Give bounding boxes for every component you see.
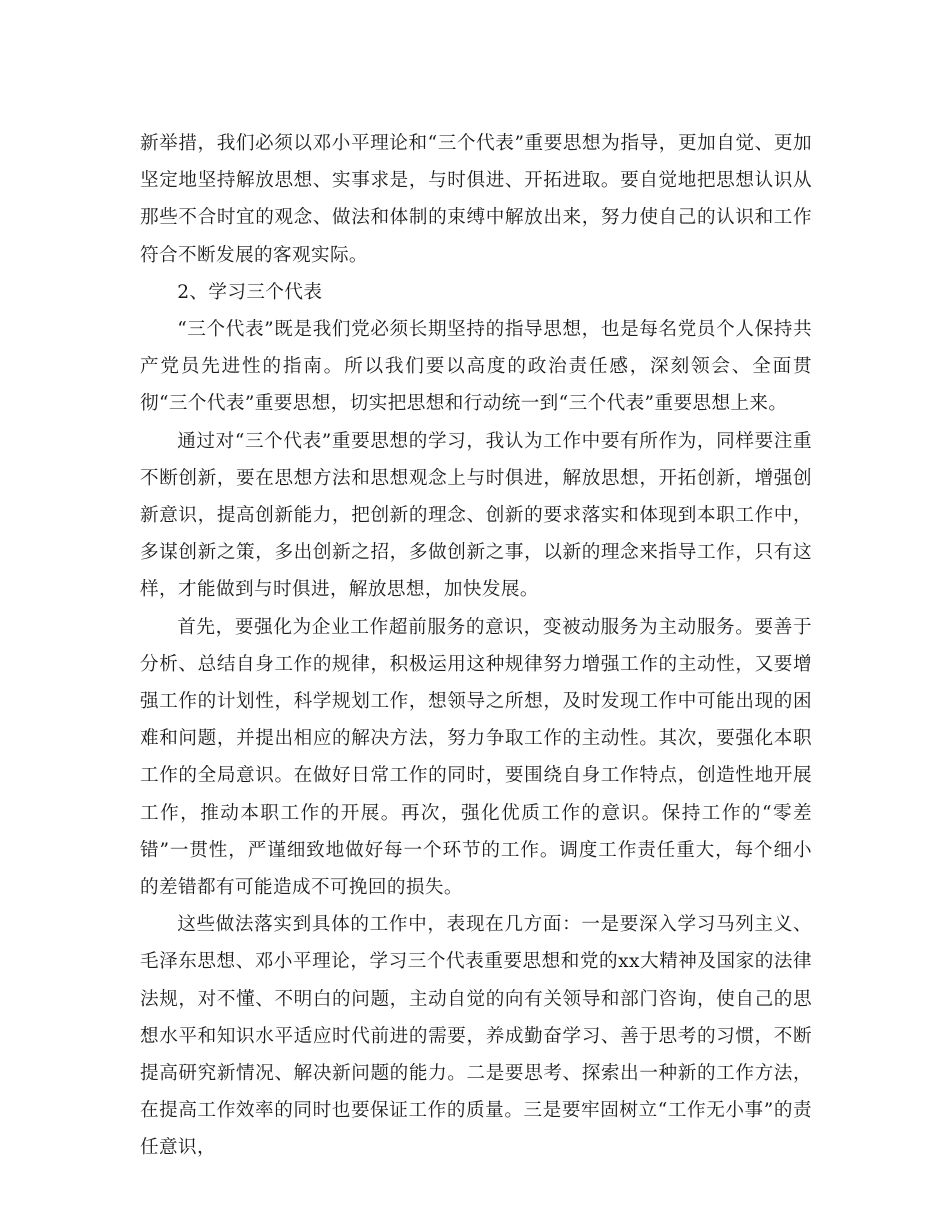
paragraph-2: “三个代表”既是我们党必须长期坚持的指导思想，也是每名党员个人保持共产党员先进性的指南。所以我们要以高度的政治责任感，深刻领会、全面贯彻“三个代表”重要思想，切实把思想和行动统一到“三个代表”重要思想上来。	[140, 319, 812, 415]
document-body	[140, 125, 812, 1167]
paragraph-4: 首先，要强化为企业工作超前服务的意识，变被动服务为主动服务。要善于分析、总结自身工作的规律，积极运用这种规律努力增强工作的主动性，又要增强工作的计划性，科学规划工作，想领导之所想，及时发现工作中可能出现的困难和问题，并提出相应的解决方法，努力争取工作的主动性。其次，要强化本职工作的全局意识。在做好日常工作的同时，要围绕自身工作特点，创造性地开展工作，推动本职工作的开展。再次，强化优质工作的意识。保持工作的“零差错”一贯性，严谨细致地做好每一个环节的工作。调度工作责任重大，每个细小的差错都有可能造成不可挽回的损失。	[140, 616, 812, 899]
paragraph-5: 这些做法落实到具体的工作中，表现在几方面：一是要深入学习马列主义、毛泽东思想、邓小平理论，学习三个代表重要思想和党的xx大精神及国家的法律法规，对不懂、不明白的问题，主动自觉的向有关领导和部门咨询，使自己的思想水平和知识水平适应时代前进的需要，养成勤奋学习、善于思考的习惯，不断提高研究新情况、解决新问题的能力。二是要思考、探索出一种新的工作方法，在提高工作效率的同时也要保证工作的质量。三是要牢固树立“工作无小事”的责任意识，	[140, 914, 812, 1159]
section-heading: 2、学习三个代表	[177, 281, 323, 303]
paragraph-1: 新举措，我们必须以邓小平理论和“三个代表”重要思想为指导，更加自觉、更加坚定地坚持解放思想、实事求是，与时俱进、开拓进取。要自觉地把思想认识从那些不合时宜的观念、做法和体制的束缚中解放出来，努力使自己的认识和工作符合不断发展的客观实际。	[140, 133, 812, 266]
paragraph-3: 通过对“三个代表”重要思想的学习，我认为工作中要有所作为，同样要注重不断创新，要在思想方法和思想观念上与时俱进，解放思想，开拓创新，增强创新意识，提高创新能力，把创新的理念、创新的要求落实和体现到本职工作中，多谋创新之策，多出创新之招，多做创新之事，以新的理念来指导工作，只有这样，才能做到与时俱进，解放思想，加快发展。	[140, 430, 812, 601]
